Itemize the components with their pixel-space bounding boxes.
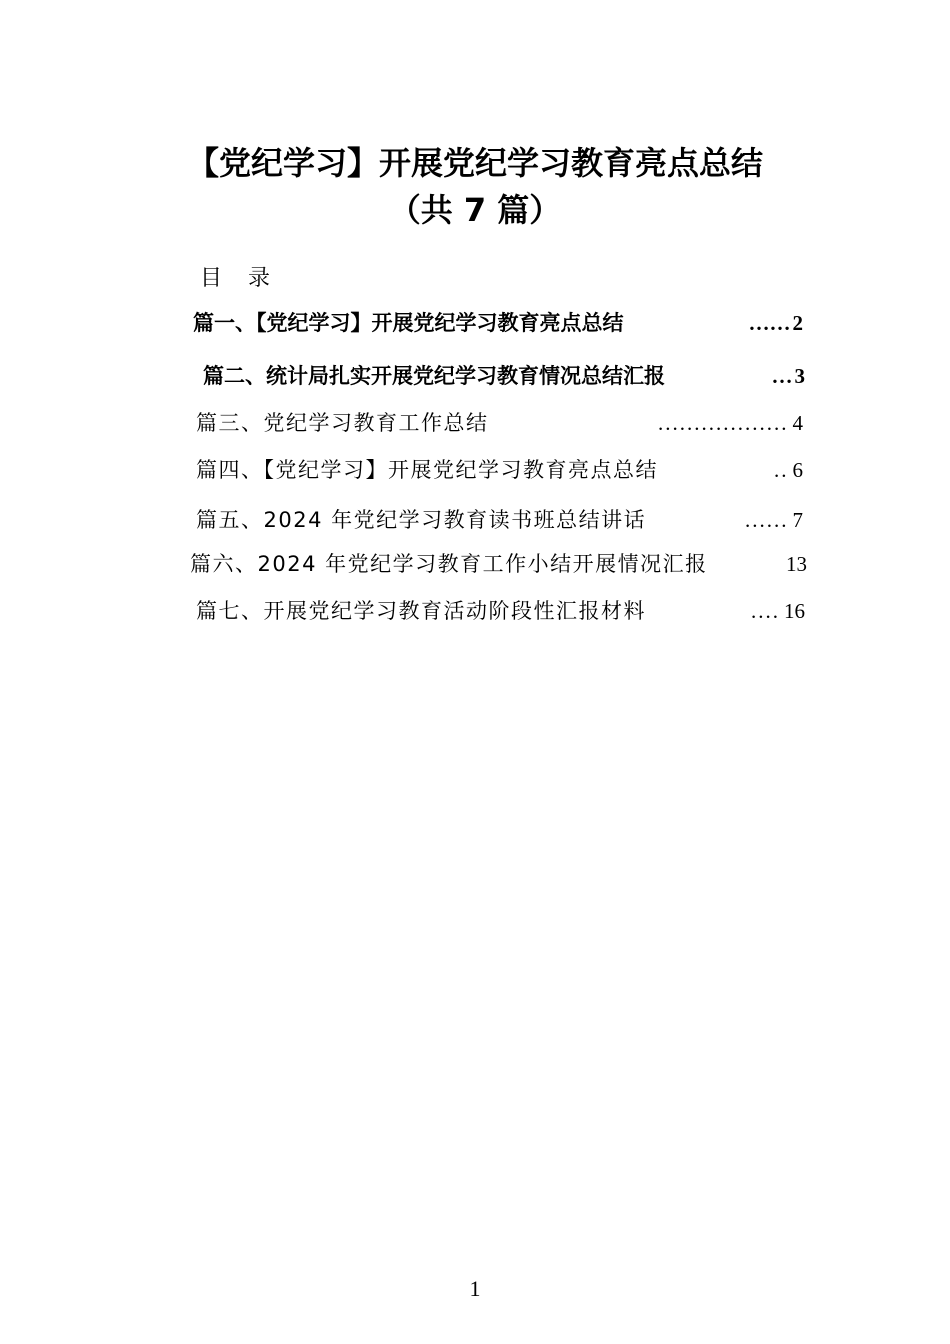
- toc-entry-title: 篇六、2024 年党纪学习教育工作小结开展情况汇报: [190, 552, 708, 576]
- toc-entry-leader: …: [771, 364, 793, 388]
- toc-entry-title: 篇四、【党纪学习】开展党纪学习教育亮点总结: [196, 458, 658, 482]
- toc-entry-page: 4: [792, 411, 803, 435]
- toc-heading: 目录: [200, 266, 297, 291]
- toc-entry-5[interactable]: [196, 505, 803, 535]
- toc-entry-page: 2: [792, 311, 803, 335]
- toc-entry-leader: ..................: [658, 411, 789, 435]
- toc-entry-title: 篇七、开展党纪学习教育活动阶段性汇报材料: [196, 599, 646, 623]
- toc-entry-3[interactable]: [196, 408, 803, 438]
- toc-entry-1[interactable]: [193, 308, 803, 338]
- toc-entry-4[interactable]: [196, 455, 803, 485]
- document-title-line1: 【党纪学习】开展党纪学习教育亮点总结: [186, 144, 763, 182]
- document-title-line2: （共 7 篇）: [388, 191, 562, 229]
- toc-entry-page: 16: [784, 599, 805, 623]
- toc-entry-page: 7: [792, 508, 803, 532]
- toc-entry-title: 篇五、2024 年党纪学习教育读书班总结讲话: [196, 508, 647, 532]
- toc-entry-page: 13: [786, 552, 807, 576]
- toc-entry-6[interactable]: [190, 549, 807, 579]
- toc-entry-leader: ....: [751, 599, 780, 623]
- toc-entry-title: 篇三、党纪学习教育工作总结: [196, 411, 489, 435]
- toc-entry-title: 篇一、【党纪学习】开展党纪学习教育亮点总结: [193, 311, 624, 335]
- toc-entry-7[interactable]: [196, 596, 805, 626]
- toc-entry-leader: ......: [745, 508, 789, 532]
- toc-entry-page: 3: [794, 364, 805, 388]
- toc-entry-leader: ..: [774, 458, 789, 482]
- toc-entry-2[interactable]: [203, 361, 805, 391]
- toc-entry-leader: ……: [748, 311, 791, 335]
- toc-entry-title: 篇二、统计局扎实开展党纪学习教育情况总结汇报: [203, 364, 665, 388]
- toc-entry-page: 6: [792, 458, 803, 482]
- page-number: 1: [469, 1276, 481, 1301]
